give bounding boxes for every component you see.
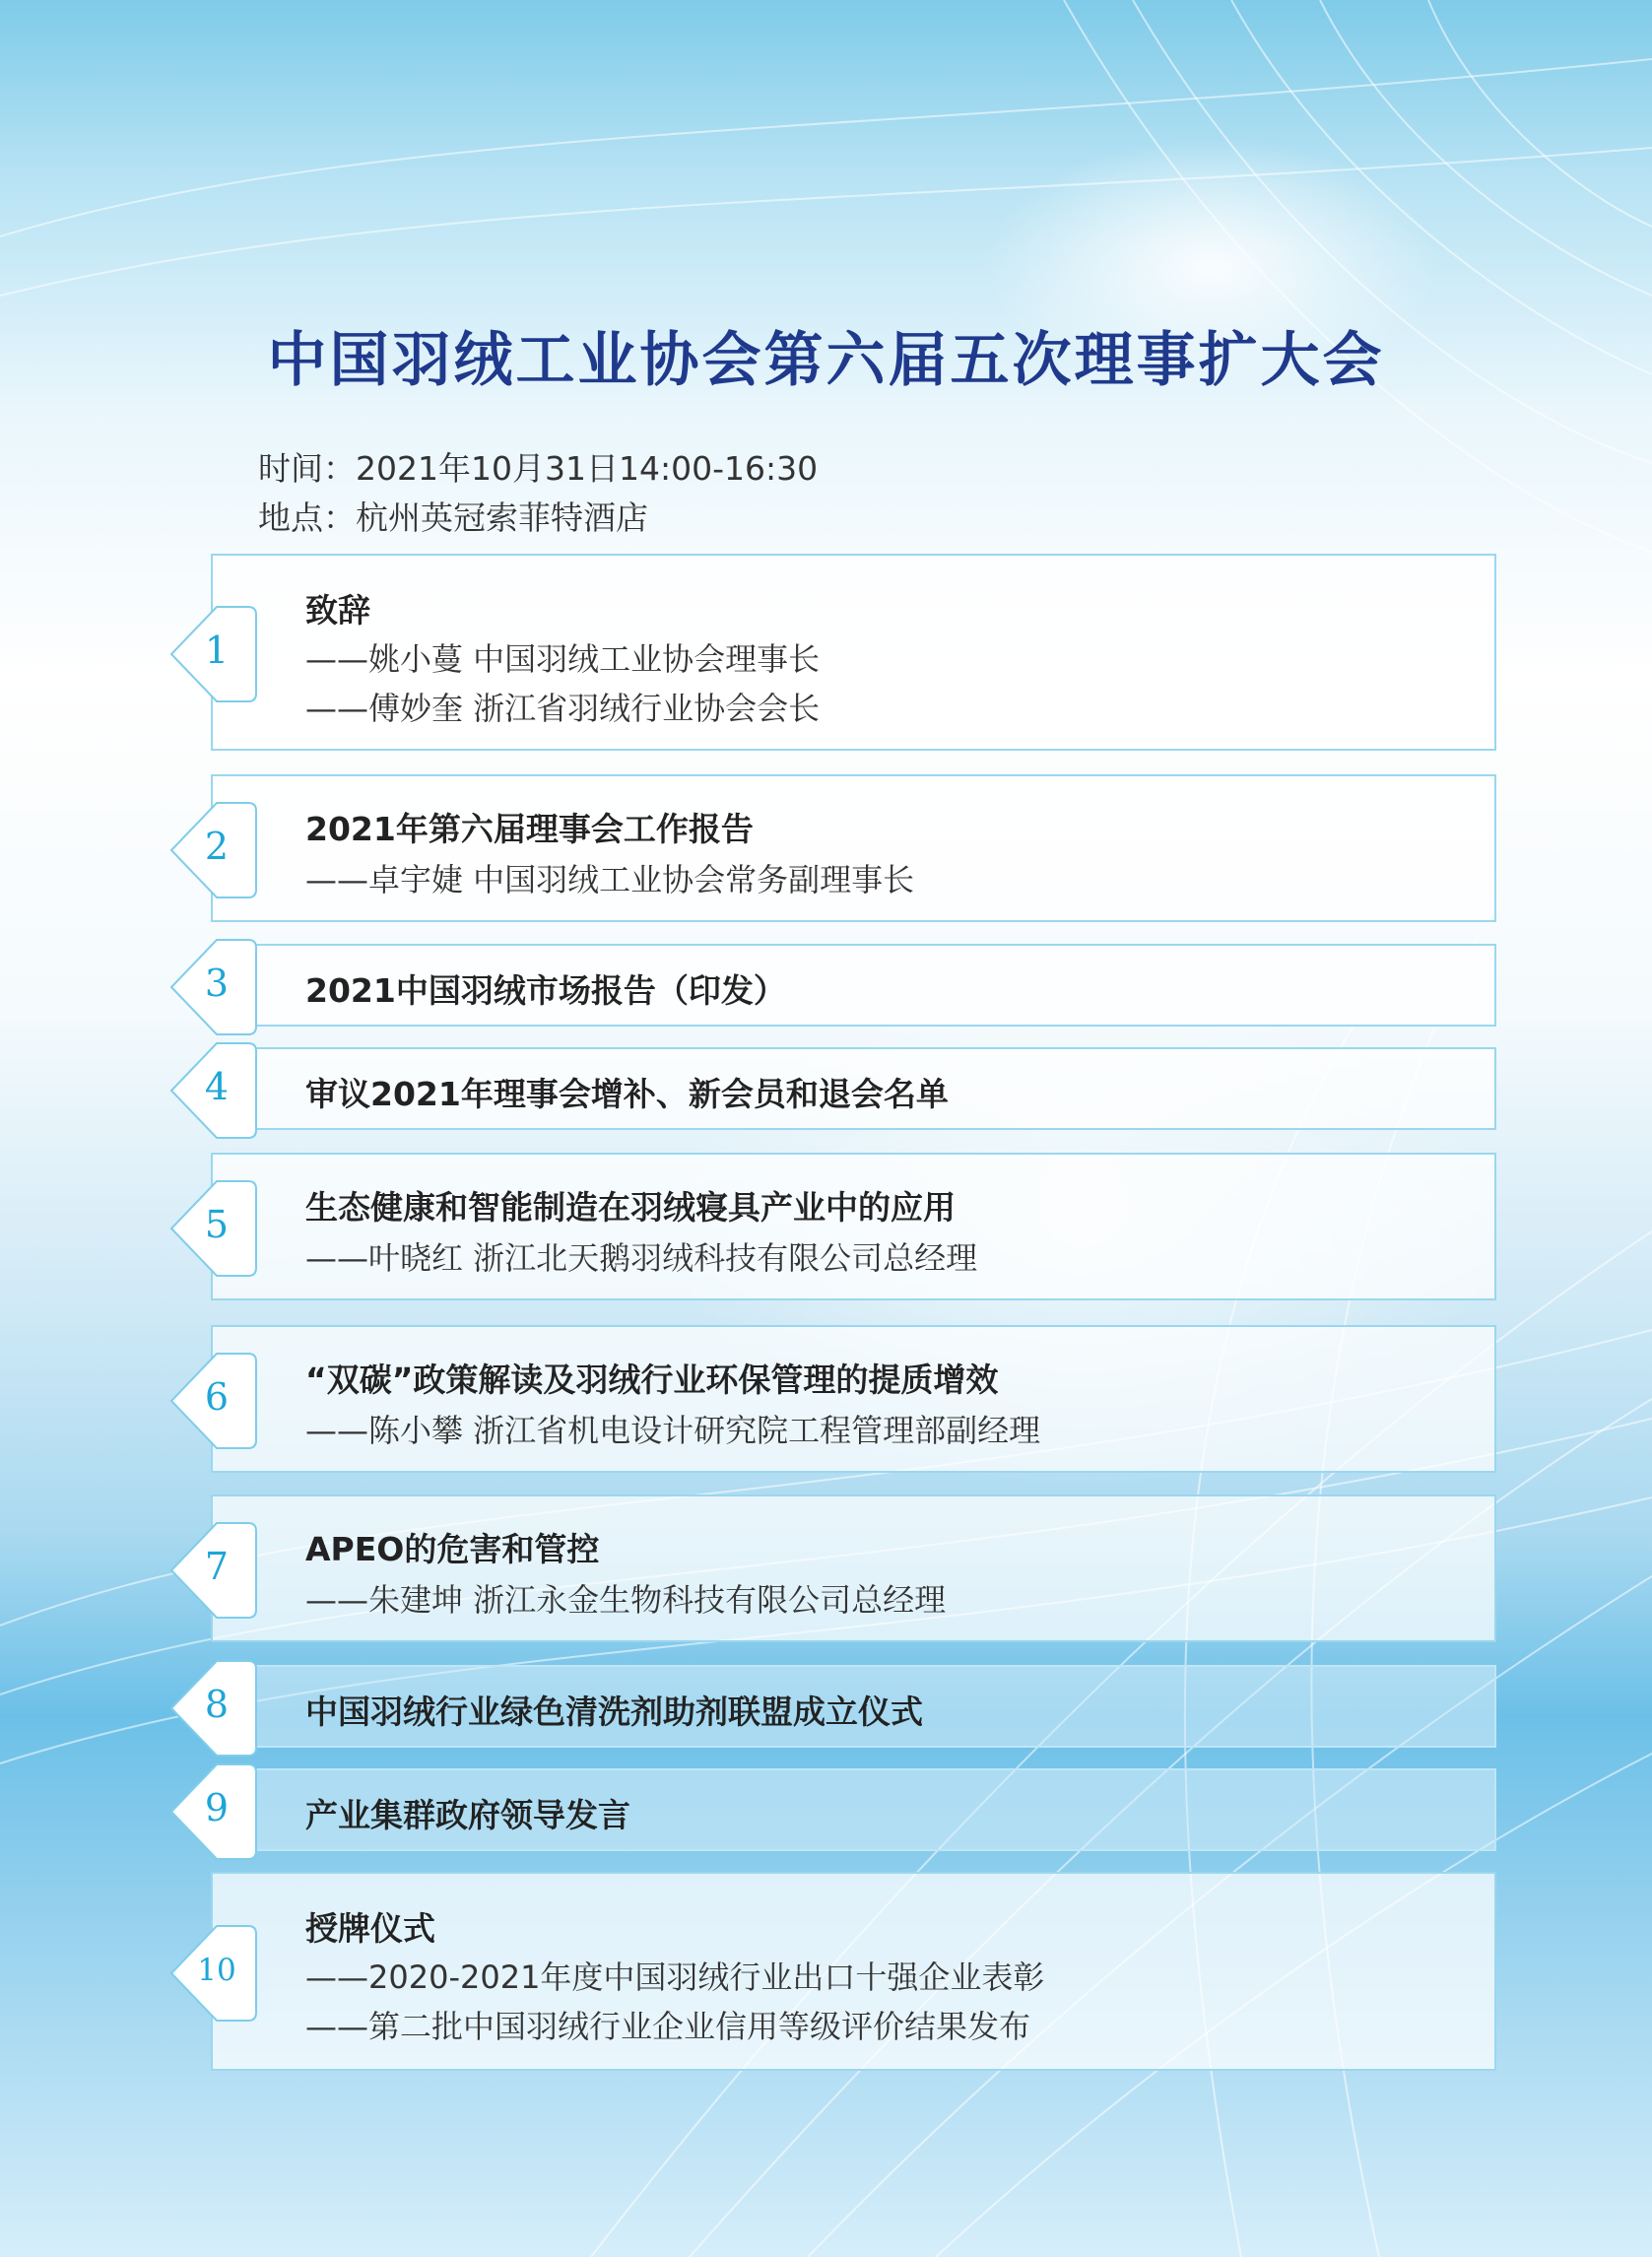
agenda-item-5	[204, 1153, 1496, 1300]
agenda-award-line: ——2020-2021年度中国羽绒行业出口十强企业表彰	[305, 1958, 1045, 1996]
agenda-item-title: 中国羽绒行业绿色清洗剂助剂联盟成立仪式	[305, 1693, 923, 1731]
agenda-speaker-line: ——叶晓红 浙江北天鹅羽绒科技有限公司总经理	[305, 1239, 978, 1277]
meeting-time: 时间：2021年10月31日14:00-16:30	[258, 449, 819, 488]
badge-number: 6	[204, 1375, 230, 1419]
agenda-award-line: ——第二批中国羽绒行业企业信用等级评价结果发布	[305, 2008, 1031, 2045]
agenda-item-7	[204, 1494, 1496, 1642]
agenda-item-title: 2021中国羽绒市场报告（印发）	[305, 971, 786, 1010]
agenda-item-3	[204, 944, 1496, 1027]
number-badge	[167, 1519, 262, 1622]
badge-number: 5	[204, 1203, 230, 1246]
agenda-item-9	[204, 1768, 1496, 1851]
number-badge	[167, 1177, 262, 1280]
agenda-item-title: 审议2021年理事会增补、新会员和退会名单	[305, 1075, 949, 1113]
agenda-speaker-line: ——姚小蔓 中国羽绒工业协会理事长	[305, 640, 821, 678]
agenda-item-title: APEO的危害和管控	[305, 1530, 600, 1568]
agenda-speaker-line: ——傅妙奎 浙江省羽绒行业协会会长	[305, 690, 821, 727]
agenda-item-10	[197, 1872, 1496, 2071]
number-badge	[167, 799, 262, 901]
number-badge	[167, 1350, 262, 1452]
number-badge	[167, 1922, 262, 2025]
badge-number: 9	[204, 1786, 230, 1829]
page-title: 中国羽绒工业协会第六届五次理事扩大会	[267, 326, 1385, 395]
number-badge	[167, 603, 262, 705]
badge-number: 2	[204, 825, 230, 868]
agenda-item-title: 授牌仪式	[305, 1909, 435, 1948]
number-badge	[167, 1039, 262, 1142]
agenda-item-4	[204, 1047, 1496, 1130]
agenda-item-title: “双碳”政策解读及羽绒行业环保管理的提质增效	[305, 1361, 999, 1399]
agenda-item-1	[204, 554, 1496, 751]
agenda-speaker-line: ——陈小攀 浙江省机电设计研究院工程管理部副经理	[305, 1412, 1041, 1449]
number-badge	[167, 1657, 262, 1759]
agenda-item-6	[204, 1325, 1496, 1473]
agenda-speaker-line: ——朱建坤 浙江永金生物科技有限公司总经理	[305, 1581, 947, 1619]
agenda-item-8	[204, 1665, 1496, 1748]
agenda-item-title: 致辞	[305, 591, 370, 630]
agenda-item-title: 生态健康和智能制造在羽绒寝具产业中的应用	[305, 1188, 956, 1227]
badge-number: 4	[204, 1065, 230, 1108]
badge-number: 3	[204, 962, 230, 1005]
badge-number: 10	[197, 1953, 236, 1988]
agenda-item-2	[204, 774, 1496, 922]
badge-number: 8	[204, 1683, 230, 1726]
badge-number: 7	[204, 1545, 230, 1588]
badge-number: 1	[204, 629, 230, 672]
agenda-speaker-line: ——卓宇婕 中国羽绒工业协会常务副理事长	[305, 861, 915, 898]
number-badge	[167, 1760, 262, 1863]
meeting-place: 地点：杭州英冠索菲特酒店	[258, 498, 648, 537]
number-badge	[167, 936, 262, 1038]
agenda-item-title: 2021年第六届理事会工作报告	[305, 810, 754, 848]
agenda-item-title: 产业集群政府领导发言	[305, 1796, 630, 1834]
